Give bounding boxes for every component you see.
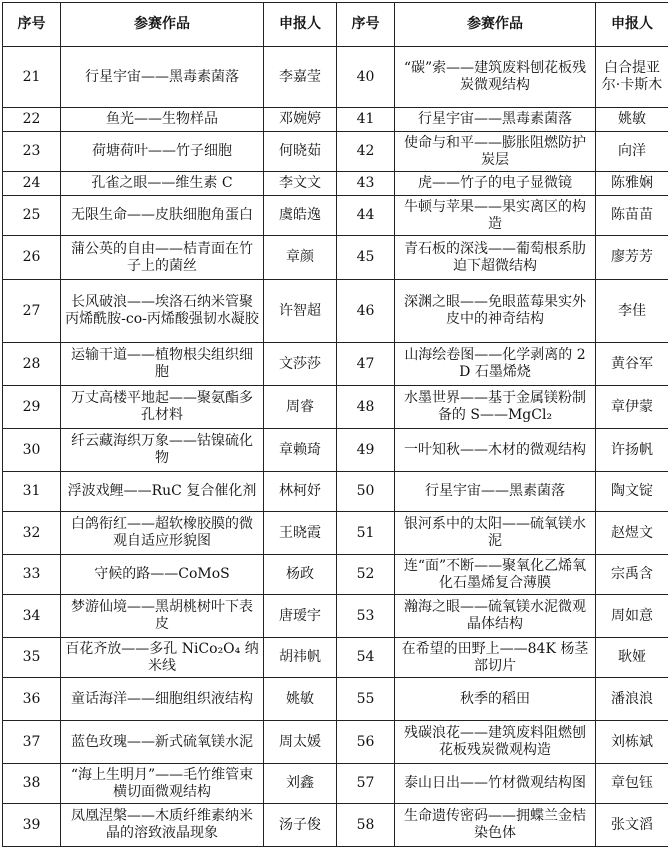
entry-applicant: 廖芳芳 [596, 236, 668, 280]
entry-number: 40 [337, 47, 395, 108]
entry-applicant: 陈雅娴 [596, 172, 668, 196]
entry-number: 56 [337, 721, 395, 764]
header-row [3, 3, 668, 47]
table-row [3, 236, 668, 280]
entry-work-title: 百花齐放——多孔 NiCo₂O₄ 纳米线 [61, 638, 264, 678]
header-work-right: 参赛作品 [395, 3, 596, 47]
entry-work-title: 白鸽衔红——超软橡胶膜的微观自适应形貌图 [61, 512, 264, 555]
entry-work-title: 青石板的深浅——葡萄根系肋迫下超微结构 [395, 236, 596, 280]
entry-work-title: 牛顿与苹果——果实离区的构造 [395, 196, 596, 236]
table-row [3, 678, 668, 721]
entry-work-title: 银河系中的太阳——硫氧镁水泥 [395, 512, 596, 555]
header-number-left: 序号 [3, 3, 61, 47]
entry-number: 30 [3, 429, 61, 472]
entry-work-title: 凤凰涅槃——木质纤维素纳米晶的溶致液晶现象 [61, 804, 264, 847]
entry-work-title: 荷塘荷叶——竹子细胞 [61, 132, 264, 172]
entry-work-title: 长风破浪——埃洛石纳米管聚丙烯酰胺-co-丙烯酸强韧水凝胶 [61, 280, 264, 343]
table-row [3, 764, 668, 804]
entry-work-title: 蓝色玫瑰——新式硫氧镁水泥 [61, 721, 264, 764]
table-row [3, 595, 668, 638]
entry-work-title: 守候的路——CoMoS [61, 555, 264, 595]
entry-applicant: 周睿 [264, 386, 337, 429]
table-row [3, 386, 668, 429]
entry-applicant: 虞皓逸 [264, 196, 337, 236]
header-applicant-right: 申报人 [596, 3, 668, 47]
entry-applicant: 潘浪浪 [596, 678, 668, 721]
table-row [3, 280, 668, 343]
entry-applicant: 章伊蒙 [596, 386, 668, 429]
entry-work-title: 连“面”不断——聚氧化乙烯氧化石墨烯复合薄膜 [395, 555, 596, 595]
entry-number: 55 [337, 678, 395, 721]
entry-number: 29 [3, 386, 61, 429]
table-row [3, 429, 668, 472]
entry-work-title: 瀚海之眼——硫氧镁水泥微观晶体结构 [395, 595, 596, 638]
entry-applicant: 胡祎帆 [264, 638, 337, 678]
entry-work-title: 在希望的田野上——84K 杨茎部切片 [395, 638, 596, 678]
entry-number: 57 [337, 764, 395, 804]
entry-number: 36 [3, 678, 61, 721]
entry-applicant: 李佳 [596, 280, 668, 343]
entry-number: 26 [3, 236, 61, 280]
entry-number: 41 [337, 108, 395, 132]
entry-number: 23 [3, 132, 61, 172]
entry-applicant: 刘鑫 [264, 764, 337, 804]
entry-number: 28 [3, 343, 61, 386]
entry-work-title: 孔雀之眼——维生素 C [61, 172, 264, 196]
entries-table [2, 2, 668, 847]
entry-number: 42 [337, 132, 395, 172]
entry-work-title: 蒲公英的自由——桔青面在竹子上的菌丝 [61, 236, 264, 280]
header-work-left: 参赛作品 [61, 3, 264, 47]
entry-work-title: 万丈高楼平地起——聚氨酯多孔材料 [61, 386, 264, 429]
entry-number: 32 [3, 512, 61, 555]
entry-applicant: 李嘉莹 [264, 47, 337, 108]
entry-applicant: 王晓霞 [264, 512, 337, 555]
entry-work-title: 纤云藏海织万象——钴镍硫化物 [61, 429, 264, 472]
entry-applicant: 汤子俊 [264, 804, 337, 847]
entry-number: 39 [3, 804, 61, 847]
entries-table-wrapper [2, 2, 668, 847]
entry-work-title: 无限生命——皮肤细胞角蛋白 [61, 196, 264, 236]
entry-work-title: “碳”索——建筑废料刨花板残炭微观结构 [395, 47, 596, 108]
table-row [3, 472, 668, 512]
entry-applicant: 黄谷军 [596, 343, 668, 386]
entry-number: 34 [3, 595, 61, 638]
entry-work-title: 深渊之眼——免眼蓝莓果实外皮中的神奇结构 [395, 280, 596, 343]
entry-number: 35 [3, 638, 61, 678]
entry-work-title: 使命与和平——膨胀阻燃防护炭层 [395, 132, 596, 172]
entry-applicant: 白合提亚尔·卡斯木 [596, 47, 668, 108]
entry-number: 49 [337, 429, 395, 472]
table-row [3, 804, 668, 847]
entry-work-title: 泰山日出——竹材微观结构图 [395, 764, 596, 804]
entry-applicant: 林柯妤 [264, 472, 337, 512]
entry-applicant: 何晓茹 [264, 132, 337, 172]
entry-applicant: 章赖琦 [264, 429, 337, 472]
entry-work-title: 山海绘卷图——化学剥离的 2D 石墨烯烧 [395, 343, 596, 386]
entry-work-title: 运输干道——植物根尖组织细胞 [61, 343, 264, 386]
entry-work-title: 秋季的稻田 [395, 678, 596, 721]
entry-applicant: 赵煜文 [596, 512, 668, 555]
entry-applicant: 刘栋斌 [596, 721, 668, 764]
entry-number: 51 [337, 512, 395, 555]
entry-work-title: 童话海洋——细胞组织液结构 [61, 678, 264, 721]
entry-number: 47 [337, 343, 395, 386]
header-number-right: 序号 [337, 3, 395, 47]
entry-number: 33 [3, 555, 61, 595]
entry-work-title: 行星宇宙——黑素菌落 [395, 472, 596, 512]
table-row [3, 721, 668, 764]
table-row [3, 196, 668, 236]
entry-number: 22 [3, 108, 61, 132]
entry-work-title: 残碳浪花——建筑废料阻燃刨花板残炭微观构造 [395, 721, 596, 764]
entry-applicant: 姚敏 [596, 108, 668, 132]
entry-applicant: 张文滔 [596, 804, 668, 847]
entry-number: 24 [3, 172, 61, 196]
entry-work-title: 水墨世界——基于金属镁粉制备的 S——MgCl₂ [395, 386, 596, 429]
entry-work-title: “海上生明月”——毛竹维管束横切面微观结构 [61, 764, 264, 804]
entry-applicant: 陈苗苗 [596, 196, 668, 236]
entry-applicant: 周太媛 [264, 721, 337, 764]
entry-number: 31 [3, 472, 61, 512]
entry-work-title: 浮波戏鲤——RuC 复合催化剂 [61, 472, 264, 512]
entry-work-title: 鱼光——生物样品 [61, 108, 264, 132]
entry-applicant: 向洋 [596, 132, 668, 172]
entry-applicant: 文莎莎 [264, 343, 337, 386]
entry-applicant: 杨政 [264, 555, 337, 595]
table-row [3, 343, 668, 386]
entry-number: 38 [3, 764, 61, 804]
table-row [3, 172, 668, 196]
table-row [3, 512, 668, 555]
entry-number: 37 [3, 721, 61, 764]
entry-applicant: 宗禹含 [596, 555, 668, 595]
entry-work-title: 行星宇宙——黑毒素菌落 [61, 47, 264, 108]
entry-work-title: 梦游仙境——黑胡桃树叶下表皮 [61, 595, 264, 638]
entry-number: 52 [337, 555, 395, 595]
entry-applicant: 周如意 [596, 595, 668, 638]
entry-applicant: 李文文 [264, 172, 337, 196]
entry-applicant: 唐瑷宇 [264, 595, 337, 638]
entry-number: 53 [337, 595, 395, 638]
entry-number: 50 [337, 472, 395, 512]
entry-applicant: 章颜 [264, 236, 337, 280]
entry-work-title: 生命遗传密码——拥蝶兰金桔染色体 [395, 804, 596, 847]
entry-number: 45 [337, 236, 395, 280]
entry-applicant: 许智超 [264, 280, 337, 343]
entry-applicant: 姚敏 [264, 678, 337, 721]
header-applicant-left: 申报人 [264, 3, 337, 47]
entry-number: 44 [337, 196, 395, 236]
entry-number: 25 [3, 196, 61, 236]
entry-applicant: 陶文锭 [596, 472, 668, 512]
entry-number: 46 [337, 280, 395, 343]
entry-work-title: 行星宇宙——黑毒素菌落 [395, 108, 596, 132]
entry-applicant: 耿娅 [596, 638, 668, 678]
entry-applicant: 章包钰 [596, 764, 668, 804]
table-row [3, 638, 668, 678]
table-row [3, 47, 668, 108]
entry-applicant: 邓婉婷 [264, 108, 337, 132]
entry-work-title: 虎——竹子的电子显微镜 [395, 172, 596, 196]
entry-number: 48 [337, 386, 395, 429]
entry-number: 27 [3, 280, 61, 343]
entry-number: 54 [337, 638, 395, 678]
table-row [3, 132, 668, 172]
entry-number: 21 [3, 47, 61, 108]
table-row [3, 108, 668, 132]
table-row [3, 555, 668, 595]
entry-applicant: 许扬帆 [596, 429, 668, 472]
entry-work-title: 一叶知秋——木材的微观结构 [395, 429, 596, 472]
entry-number: 43 [337, 172, 395, 196]
entry-number: 58 [337, 804, 395, 847]
